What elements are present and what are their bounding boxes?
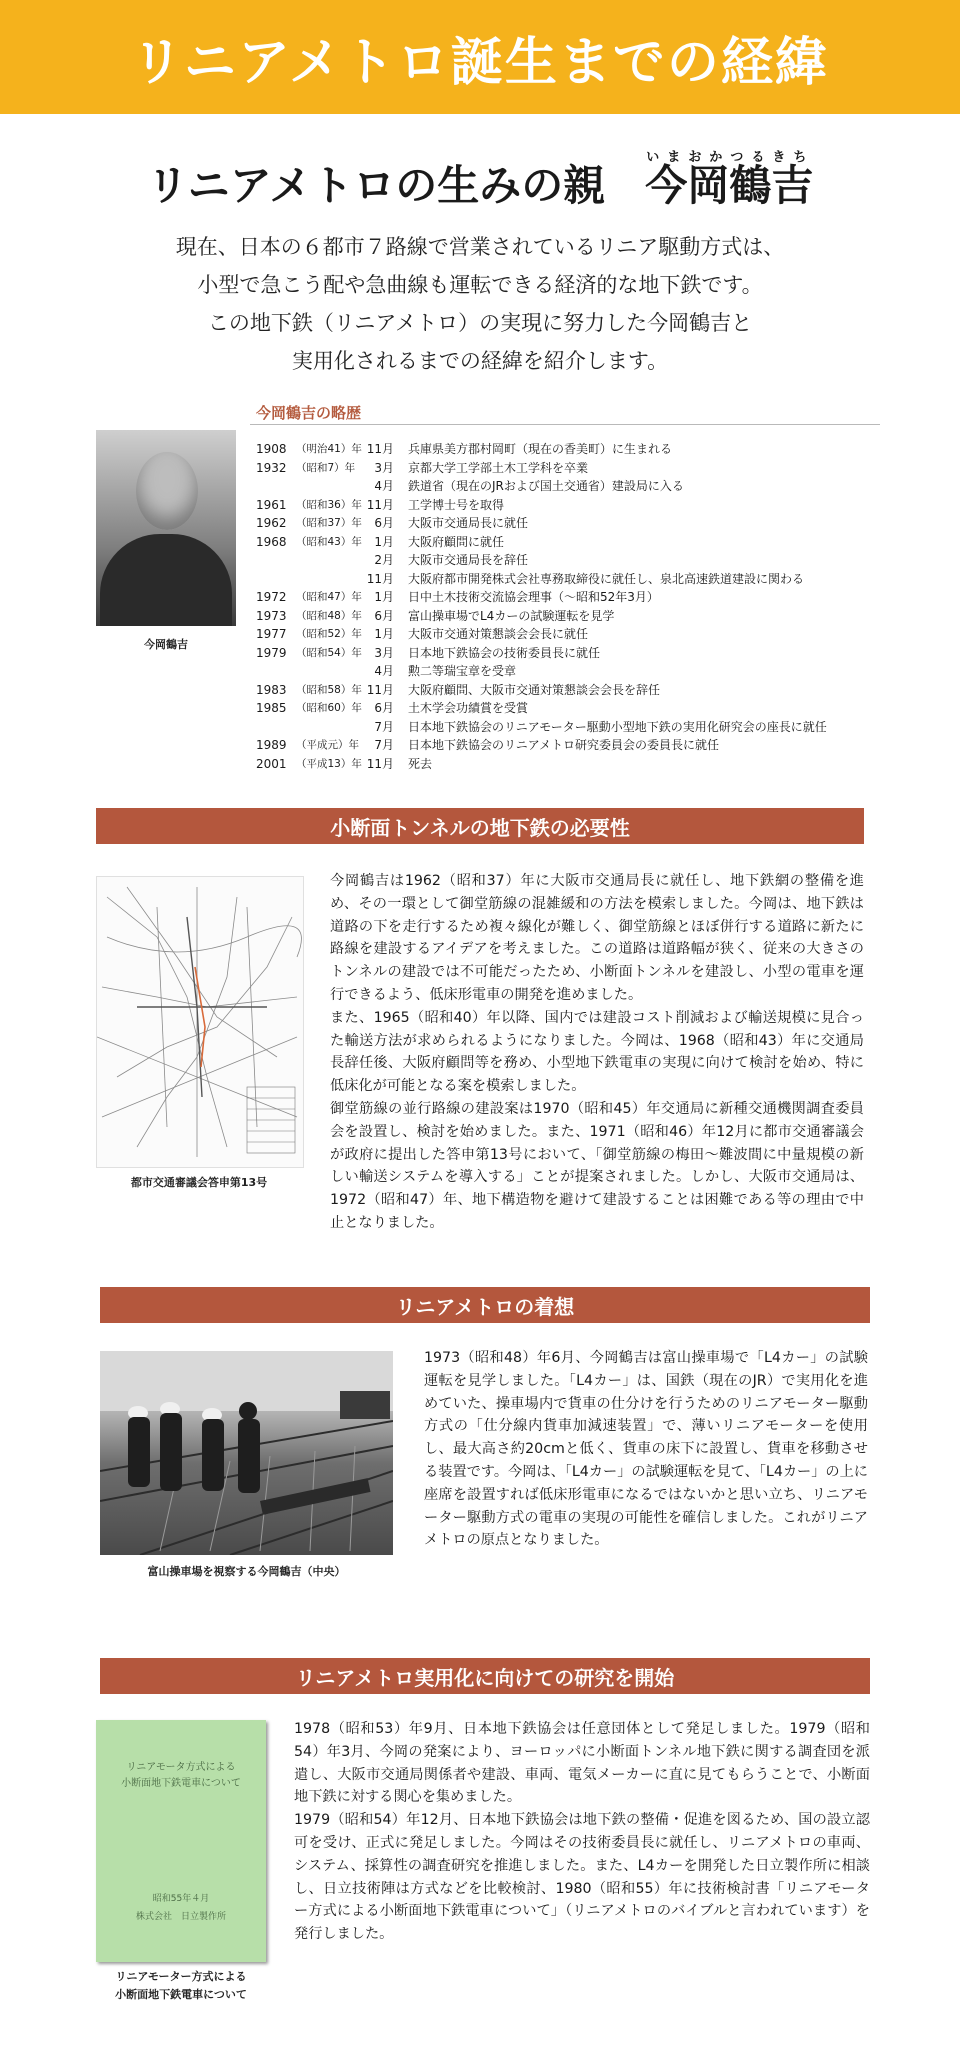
paragraph: 御堂筋線の並行路線の建設案は1970（昭和45）年交通局に新種交通機関調査委員会を設置し、検討を始めました。また、1971（昭和46）年12月に都市交通審議会が政府に提出した答申第13号において、「御堂筋線の梅田～難波間に中量規模の新しい輸送システムを導入する」ことが提案されました。しかし、大阪市交通局は、1972（昭和47）年、地下構造物を避けて建設することは困難である等の理由で中止となりました。: [330, 1100, 864, 1231]
ruby-kichi: きち: [771, 150, 814, 165]
timeline-entry: [256, 607, 827, 626]
intro-line: 現在、日本の６都市７路線で営業されているリニア駆動方式は、: [175, 235, 785, 259]
timeline-era: （昭和58）年: [296, 683, 362, 696]
bio-timeline: [256, 440, 827, 773]
timeline-era: （明治41）年: [296, 443, 362, 455]
timeline-month: 11月: [366, 442, 394, 456]
timeline-month: 4月: [374, 479, 394, 493]
timeline-text: 富山操車場でL4カーの試験運転を見学: [408, 608, 615, 623]
timeline-entry: [256, 644, 827, 663]
timeline-year: [256, 551, 296, 570]
intro-text: [0, 228, 960, 380]
timeline-month: 4月: [374, 664, 394, 678]
book-title-line: 小断面地下鉄電車について: [121, 1778, 241, 1789]
timeline-year: 1961: [256, 497, 287, 512]
timeline-entry: [256, 755, 827, 774]
timeline-month: 11月: [366, 682, 394, 697]
report-caption: リニアモーター方式による 小断面地下鉄電車について: [115, 1970, 247, 2001]
intro-line: 小型で急こう配や急曲線も運転できる経済的な地下鉄です。: [197, 273, 763, 297]
book-date: 昭和55年４月: [152, 1894, 210, 1904]
timeline-era: （平成元）年: [296, 739, 359, 751]
timeline-era: [296, 718, 359, 737]
timeline-era: （昭和36）年: [296, 498, 362, 511]
timeline-month: 6月: [374, 516, 394, 530]
timeline-text: 大阪府顧問に就任: [408, 534, 505, 549]
timeline-text: 日本地下鉄協会の技術委員長に就任: [408, 645, 601, 660]
timeline-entry: [256, 699, 827, 718]
section-research-body: [294, 1718, 870, 1946]
timeline-month: 1月: [374, 627, 394, 641]
subtitle-lead: リニアメトロの生みの親: [146, 161, 606, 210]
timeline-year: [256, 662, 296, 681]
timeline-era: （昭和47）年: [296, 591, 362, 603]
timeline-month: 11月: [366, 497, 394, 512]
page-title: リニアメトロ誕生までの経緯: [131, 32, 829, 93]
section-header-concept: リニアメトロの着想: [100, 1287, 870, 1323]
timeline-entry: [256, 533, 827, 552]
timeline-text: 大阪府都市開発株式会社専務取締役に就任し、泉北高速鉄道建設に関わる: [408, 571, 805, 586]
timeline-era: （昭和37）年: [296, 517, 362, 529]
timeline-month: 6月: [374, 701, 394, 715]
timeline-year: 1977: [256, 627, 287, 641]
ruby-oka: おか: [687, 150, 730, 165]
timeline-text: 鉄道省（現在のJRおよび国土交通省）建設局に入る: [408, 479, 684, 493]
report-cover: [96, 1720, 266, 1962]
timeline-text: 死去: [408, 756, 433, 771]
timeline-entry: [256, 459, 827, 478]
timeline-entry: [256, 551, 827, 570]
rail-yard-photo: [100, 1351, 393, 1555]
section-concept-body: [424, 1347, 868, 1552]
timeline-entry: [256, 736, 827, 755]
title-banner: [0, 0, 960, 114]
subtitle-name: 今いま岡おか鶴つる吉きち: [645, 150, 814, 210]
paragraph: また、1965（昭和40）年以降、国内では建設コスト削減および輸送規模に見合った輸送方法が求められるようになりました。今岡は、1968（昭和43）年に交通局長辞任後、大阪府顧問等を務め、小型地下鉄電車の実現に向けて検討を始め、特に低床化が可能となる案を模索しました。: [330, 1009, 864, 1095]
photo-caption: 富山操車場を視察する今岡鶴吉（中央）: [147, 1565, 346, 1578]
transit-map-figure: [96, 876, 304, 1168]
intro-line: この地下鉄（リニアメトロ）の実現に努力した今岡鶴吉と: [207, 311, 753, 335]
paragraph: 1978（昭和53）年9月、日本地下鉄協会は任意団体として発足しました。1979（昭和54）年3月、今岡の発案により、ヨーロッパに小断面トンネル地下鉄に関する調査団を派遣し、大阪市交通局関係者や建設、車両、電気メーカーに直に見てもらうことで、小断面地下鉄に対する関心を集めました。: [294, 1721, 870, 1806]
timeline-year: 1972: [256, 590, 287, 604]
timeline-year: 1985: [256, 701, 287, 715]
intro-line: 実用化されるまでの経緯を紹介します。: [291, 349, 669, 373]
timeline-text: 日中土木技術交流協会理事（～昭和52年3月）: [408, 590, 659, 604]
paragraph: 1973（昭和48）年6月、今岡鶴吉は富山操車場で「L4カー」の試験運転を見学しました。「L4カー」は、国鉄（現在のJR）で実用化を進めていた、操車場内で貨車の仕分けを行うためのリニアモーター駆動方式の「仕分線内貨車加減速装置」で、薄いリニアモーターを使用し、最大高さ約20cmと低く、貨車の床下に設置し、貨車を移動させる装置です。今岡は、「L4カー」の試験運転を見て、「L4カー」の上に座席を設置すれば低床形電車になるではないかと思い立ち、リニアモーター駆動方式の電車の実現の可能性を確信しました。これがリニアメトロの原点となりました。: [424, 1350, 869, 1549]
section-header-tunnel: 小断面トンネルの地下鉄の必要性: [96, 808, 864, 844]
timeline-year: 1968: [256, 534, 287, 549]
timeline-text: 京都大学工学部土木工学科を卒業: [408, 460, 589, 475]
timeline-era: [296, 570, 359, 589]
timeline-text: 工学博士号を取得: [408, 497, 505, 512]
timeline-month: 6月: [374, 608, 394, 623]
timeline-year: [256, 718, 296, 737]
timeline-text: 大阪市交通対策懇談会会長に就任: [408, 627, 589, 641]
timeline-era: （昭和52）年: [296, 628, 362, 640]
timeline-year: 1983: [256, 682, 287, 697]
timeline-text: 土木学会功績賞を受賞: [408, 701, 529, 715]
timeline-era: [296, 477, 359, 496]
timeline-month: 1月: [374, 590, 394, 604]
timeline-year: [256, 570, 296, 589]
bio-divider: [250, 424, 880, 425]
book-title-line: リニアモータ方式による: [126, 1762, 236, 1773]
timeline-year: 1973: [256, 608, 287, 623]
timeline-text: 日本地下鉄協会のリニアモーター駆動小型地下鉄の実用化研究会の座長に就任: [408, 719, 827, 734]
timeline-era: [296, 551, 359, 570]
timeline-era: [296, 662, 359, 681]
timeline-month: 3月: [374, 460, 394, 475]
timeline-era: （昭和60）年: [296, 702, 362, 714]
timeline-entry: [256, 681, 827, 700]
portrait-caption: 今岡鶴吉: [144, 638, 188, 651]
timeline-entry: [256, 496, 827, 515]
ruby-tsuru: つる: [729, 150, 772, 165]
timeline-era: （昭和7）年: [296, 461, 356, 474]
timeline-month: 1月: [374, 534, 394, 549]
timeline-month: 3月: [374, 645, 394, 660]
timeline-text: 大阪府顧問、大阪市交通対策懇談会会長を辞任: [408, 682, 661, 697]
timeline-entry: [256, 718, 827, 737]
timeline-text: 兵庫県美方郡村岡町（現在の香美町）に生まれる: [408, 442, 673, 456]
timeline-year: 1979: [256, 645, 287, 660]
paragraph: 1979（昭和54）年12月、日本地下鉄協会は地下鉄の整備・促進を図るため、国の設立認可を受け、正式に発足しました。今岡はその技術委員長に就任し、リニアメトロの車両、システム、採算性の調査研究を推進しました。また、L4カーを開発した日立製作所に相談し、日立技術陣は方式などを比較検討、1980（昭和55）年に技術検討書「リニアモーター方式による小断面地下鉄電車について」（リニアメトロのバイブルと言われています）を発行しました。: [294, 1812, 870, 1943]
subtitle: [0, 150, 960, 213]
timeline-text: 大阪市交通局長に就任: [408, 516, 529, 530]
timeline-era: （平成13）年: [296, 757, 362, 770]
map-caption: 都市交通審議会答申第13号: [130, 1176, 268, 1189]
ruby-ima: いま: [645, 150, 688, 165]
timeline-entry: [256, 662, 827, 681]
timeline-year: 2001: [256, 756, 287, 771]
section-header-research: リニアメトロ実用化に向けての研究を開始: [100, 1658, 870, 1694]
timeline-entry: [256, 625, 827, 644]
timeline-era: （昭和43）年: [296, 535, 362, 548]
portrait-photo: [96, 430, 236, 626]
timeline-month: 11月: [366, 571, 394, 586]
book-publisher: 株式会社 日立製作所: [135, 1912, 226, 1922]
timeline-text: 勲二等瑞宝章を受章: [408, 664, 517, 678]
timeline-text: 大阪市交通局長を辞任: [408, 553, 529, 567]
paragraph: 今岡鶴吉は1962（昭和37）年に大阪市交通局長に就任し、地下鉄網の整備を進め、その一環として御堂筋線の混雑緩和の方法を模索しました。今岡は、地下鉄は道路の下を走行するため複々線化が難しく、御堂筋線とほぼ併行する道路に新たに路線を建設するアイデアを考えました。この道路は道路幅が狭く、従来の大きさのトンネルの建設では不可能だったため、小断面トンネルを建設し、小型の電車を運行できるよう、低床形電車の開発を進めました。: [330, 873, 864, 1003]
timeline-month: 7月: [374, 738, 394, 752]
timeline-entry: [256, 440, 827, 459]
timeline-entry: [256, 477, 827, 496]
timeline-era: （昭和48）年: [296, 609, 362, 622]
timeline-entry: [256, 514, 827, 533]
section-tunnel-body: [330, 870, 864, 1235]
timeline-era: （昭和54）年: [296, 646, 362, 659]
bio-heading: 今岡鶴吉の略歴: [256, 404, 362, 422]
timeline-year: 1989: [256, 738, 287, 752]
timeline-month: 7月: [374, 719, 394, 734]
timeline-entry: [256, 570, 827, 589]
timeline-year: 1908: [256, 442, 287, 456]
timeline-month: 11月: [366, 756, 394, 771]
timeline-entry: [256, 588, 827, 607]
timeline-text: 日本地下鉄協会のリニアメトロ研究委員会の委員長に就任: [408, 738, 720, 752]
timeline-year: [256, 477, 296, 496]
timeline-month: 2月: [374, 553, 394, 567]
timeline-year: 1932: [256, 460, 287, 475]
timeline-year: 1962: [256, 516, 287, 530]
